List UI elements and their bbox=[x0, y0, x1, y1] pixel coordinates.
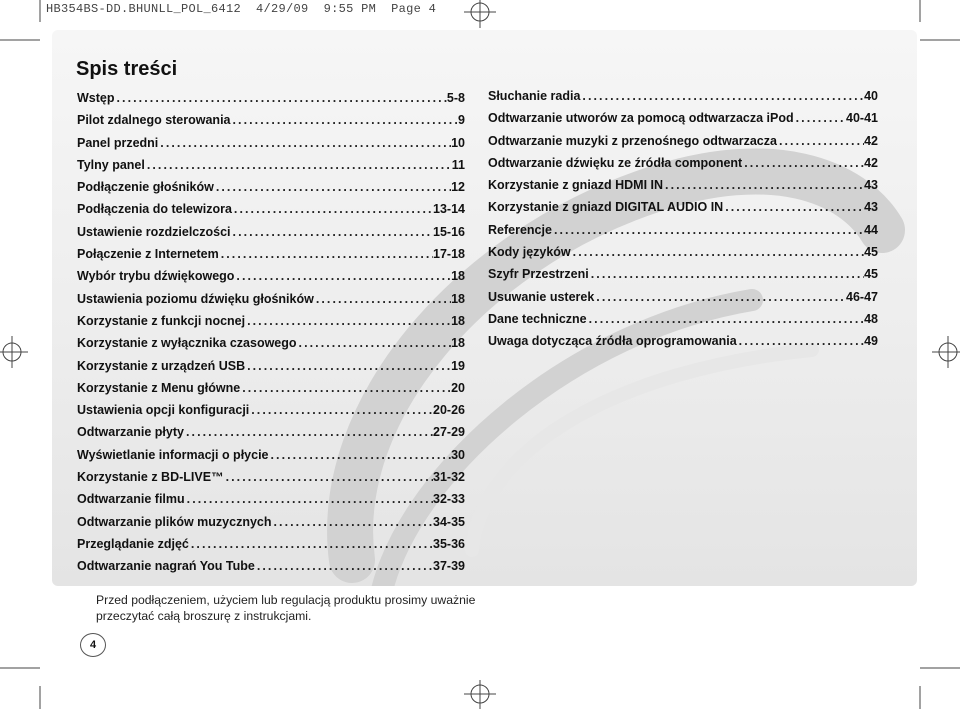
toc-entry-title: Korzystanie z urządzeń USB bbox=[77, 358, 246, 373]
page-title: Spis treści bbox=[76, 58, 178, 80]
toc-entry-page: 31-32 bbox=[433, 470, 465, 485]
toc-leader-dots bbox=[145, 158, 452, 172]
toc-entry-title: Usuwanie usterek bbox=[488, 289, 595, 304]
toc-entry-title: Odtwarzanie nagrań You Tube bbox=[77, 559, 255, 574]
toc-entry-page: 19 bbox=[451, 358, 465, 373]
toc-entry-page: 27-29 bbox=[433, 425, 465, 440]
toc-entry-title: Wstęp bbox=[77, 91, 115, 105]
toc-leader-dots bbox=[231, 225, 433, 239]
toc-entry-page: 5-8 bbox=[446, 91, 465, 105]
toc-leader-dots bbox=[571, 245, 864, 259]
toc-leader-dots bbox=[314, 292, 451, 306]
toc-leader-dots bbox=[580, 89, 864, 103]
toc-entry bbox=[77, 336, 465, 358]
toc-leader-dots bbox=[245, 314, 451, 328]
toc-entry bbox=[77, 537, 465, 559]
toc-entry-page: 45 bbox=[864, 267, 878, 282]
toc-leader-dots bbox=[214, 180, 451, 194]
toc-entry-title: Ustawienia opcji konfiguracji bbox=[77, 403, 250, 418]
slug-page: Page 4 bbox=[391, 2, 437, 16]
toc-leader-dots bbox=[234, 269, 451, 283]
toc-entry-title: Odtwarzanie filmu bbox=[77, 492, 185, 507]
toc-entry-page: 37-39 bbox=[433, 559, 465, 574]
toc-entry-page: 34-35 bbox=[433, 514, 465, 529]
toc-right-column bbox=[488, 89, 878, 357]
toc-entry bbox=[77, 136, 465, 158]
toc-entry-page: 46-47 bbox=[846, 289, 878, 304]
toc-entry-title: Słuchanie radia bbox=[488, 89, 581, 103]
toc-entry bbox=[488, 134, 878, 156]
toc-entry-title: Wybór trybu dźwiękowego bbox=[77, 269, 235, 284]
toc-entry-page: 43 bbox=[864, 200, 878, 215]
toc-entry-page: 12 bbox=[451, 180, 465, 195]
toc-entry bbox=[77, 381, 465, 403]
toc-entry bbox=[77, 314, 465, 336]
toc-left-column bbox=[77, 91, 465, 582]
toc-entry-page: 44 bbox=[864, 222, 878, 237]
toc-entry bbox=[77, 91, 465, 113]
toc-entry-page: 32-33 bbox=[433, 492, 465, 507]
toc-entry-title: Ustawienie rozdzielczości bbox=[77, 224, 231, 239]
toc-leader-dots bbox=[587, 312, 864, 326]
toc-leader-dots bbox=[224, 470, 433, 484]
slug-file: HB354BS-DD.BHUNLL_POL_6412 bbox=[46, 2, 242, 16]
toc-entry-page: 11 bbox=[451, 157, 465, 172]
toc-entry-title: Korzystanie z wyłącznika czasowego bbox=[77, 336, 297, 351]
toc-entry bbox=[77, 403, 465, 425]
toc-entry-page: 42 bbox=[864, 133, 878, 148]
toc-entry-page: 43 bbox=[864, 178, 878, 193]
toc-leader-dots bbox=[552, 223, 864, 237]
toc-entry bbox=[77, 448, 465, 470]
toc-entry-title: Dane techniczne bbox=[488, 311, 587, 326]
toc-entry-title: Odtwarzanie plików muzycznych bbox=[77, 514, 272, 529]
toc-entry bbox=[77, 180, 465, 202]
toc-entry-title: Pilot zdalnego sterowania bbox=[77, 113, 231, 128]
toc-entry bbox=[77, 269, 465, 291]
toc-leader-dots bbox=[185, 492, 433, 506]
toc-leader-dots bbox=[184, 425, 433, 439]
toc-entry bbox=[77, 470, 465, 492]
toc-entry bbox=[488, 245, 878, 267]
toc-leader-dots bbox=[219, 247, 433, 261]
toc-entry-page: 10 bbox=[451, 135, 465, 150]
toc-leader-dots bbox=[742, 156, 864, 170]
toc-entry-title: Korzystanie z Menu główne bbox=[77, 380, 241, 395]
toc-entry-page: 30 bbox=[451, 447, 465, 462]
toc-entry bbox=[77, 292, 465, 314]
toc-leader-dots bbox=[249, 403, 433, 417]
page-number-badge: 4 bbox=[80, 633, 106, 657]
toc-entry bbox=[488, 178, 878, 200]
toc-entry bbox=[77, 425, 465, 447]
toc-entry-page: 18 bbox=[451, 313, 465, 328]
toc-entry-title: Przeglądanie zdjęć bbox=[77, 536, 189, 551]
toc-entry-title: Ustawienia poziomu dźwięku głośników bbox=[77, 291, 314, 306]
toc-leader-dots bbox=[245, 359, 451, 373]
toc-entry-title: Kody języków bbox=[488, 245, 571, 260]
toc-entry bbox=[488, 223, 878, 245]
toc-entry-title: Tylny panel bbox=[77, 157, 145, 172]
toc-entry-title: Uwaga dotycząca źródła oprogramowania bbox=[488, 334, 737, 349]
toc-entry bbox=[77, 359, 465, 381]
toc-entry bbox=[77, 515, 465, 537]
toc-leader-dots bbox=[158, 136, 451, 150]
notice-text: Przed podłączeniem, użyciem lub regulacją produktu prosimy uważnie przeczytać całą broszurę z instrukcjami. bbox=[96, 593, 476, 623]
toc-entry-title: Odtwarzanie muzyki z przenośnego odtwarzacza bbox=[488, 133, 777, 148]
toc-entry-title: Korzystanie z gniazd HDMI IN bbox=[488, 178, 664, 193]
toc-entry bbox=[77, 225, 465, 247]
toc-entry-page: 18 bbox=[451, 269, 465, 284]
toc-entry-page: 20-26 bbox=[433, 403, 465, 418]
toc-leader-dots bbox=[272, 515, 434, 529]
toc-entry-page: 9 bbox=[458, 113, 465, 128]
toc-entry-page: 48 bbox=[864, 311, 878, 326]
toc-leader-dots bbox=[737, 334, 864, 348]
toc-entry bbox=[488, 156, 878, 178]
toc-entry-page: 17-18 bbox=[433, 247, 465, 262]
toc-entry-title: Podłączenie głośników bbox=[77, 180, 214, 195]
toc-entry-title: Podłączenia do telewizora bbox=[77, 202, 232, 217]
toc-entry-page: 18 bbox=[451, 291, 465, 306]
toc-leader-dots bbox=[589, 267, 864, 281]
toc-entry-page: 13-14 bbox=[433, 202, 465, 217]
toc-leader-dots bbox=[189, 537, 433, 551]
toc-entry bbox=[77, 158, 465, 180]
slug-time: 9:55 PM bbox=[323, 2, 377, 16]
toc-entry bbox=[488, 312, 878, 334]
toc-entry bbox=[488, 334, 878, 356]
toc-entry-title: Referencje bbox=[488, 222, 552, 237]
toc-entry-title: Panel przedni bbox=[77, 135, 159, 150]
toc-entry-page: 18 bbox=[451, 336, 465, 351]
toc-entry bbox=[488, 200, 878, 222]
toc-entry bbox=[77, 247, 465, 269]
toc-entry-page: 40 bbox=[864, 89, 878, 103]
toc-entry-title: Korzystanie z BD-LIVE™ bbox=[77, 470, 224, 485]
toc-entry-title: Szyfr Przestrzeni bbox=[488, 267, 589, 282]
toc-entry-page: 20 bbox=[451, 380, 465, 395]
toc-entry-page: 15-16 bbox=[433, 224, 465, 239]
toc-entry bbox=[488, 267, 878, 289]
toc-entry-title: Wyświetlanie informacji o płycie bbox=[77, 447, 269, 462]
toc-leader-dots bbox=[231, 113, 459, 127]
toc-entry bbox=[77, 492, 465, 514]
toc-leader-dots bbox=[232, 202, 433, 216]
toc-leader-dots bbox=[594, 290, 846, 304]
toc-entry-page: 42 bbox=[864, 155, 878, 170]
toc-entry-title: Korzystanie z funkcji nocnej bbox=[77, 313, 246, 328]
toc-leader-dots bbox=[240, 381, 451, 395]
toc-entry-title: Odtwarzanie utworów za pomocą odtwarzacza iPod bbox=[488, 111, 794, 126]
slug-date: 4/29/09 bbox=[256, 2, 309, 16]
toc-entry bbox=[488, 290, 878, 312]
toc-entry bbox=[77, 202, 465, 224]
toc-leader-dots bbox=[794, 111, 846, 125]
toc-entry-page: 40-41 bbox=[846, 111, 878, 126]
toc-entry-page: 45 bbox=[864, 245, 878, 260]
toc-entry bbox=[488, 89, 878, 111]
toc-entry bbox=[77, 559, 465, 581]
toc-leader-dots bbox=[255, 559, 433, 573]
toc-leader-dots bbox=[115, 91, 447, 105]
toc-leader-dots bbox=[723, 200, 864, 214]
toc-entry-title: Korzystanie z gniazd DIGITAL AUDIO IN bbox=[488, 200, 724, 215]
toc-leader-dots bbox=[297, 336, 452, 350]
toc-entry bbox=[488, 111, 878, 133]
toc-leader-dots bbox=[777, 134, 864, 148]
toc-entry-title: Połączenie z Internetem bbox=[77, 247, 219, 262]
toc-entry bbox=[77, 113, 465, 135]
toc-leader-dots bbox=[269, 448, 452, 462]
toc-entry-page: 49 bbox=[864, 334, 878, 349]
toc-entry-title: Odtwarzanie płyty bbox=[77, 425, 184, 440]
toc-entry-page: 35-36 bbox=[433, 536, 465, 551]
toc-entry-title: Odtwarzanie dźwięku ze źródła component bbox=[488, 155, 743, 170]
toc-leader-dots bbox=[663, 178, 864, 192]
